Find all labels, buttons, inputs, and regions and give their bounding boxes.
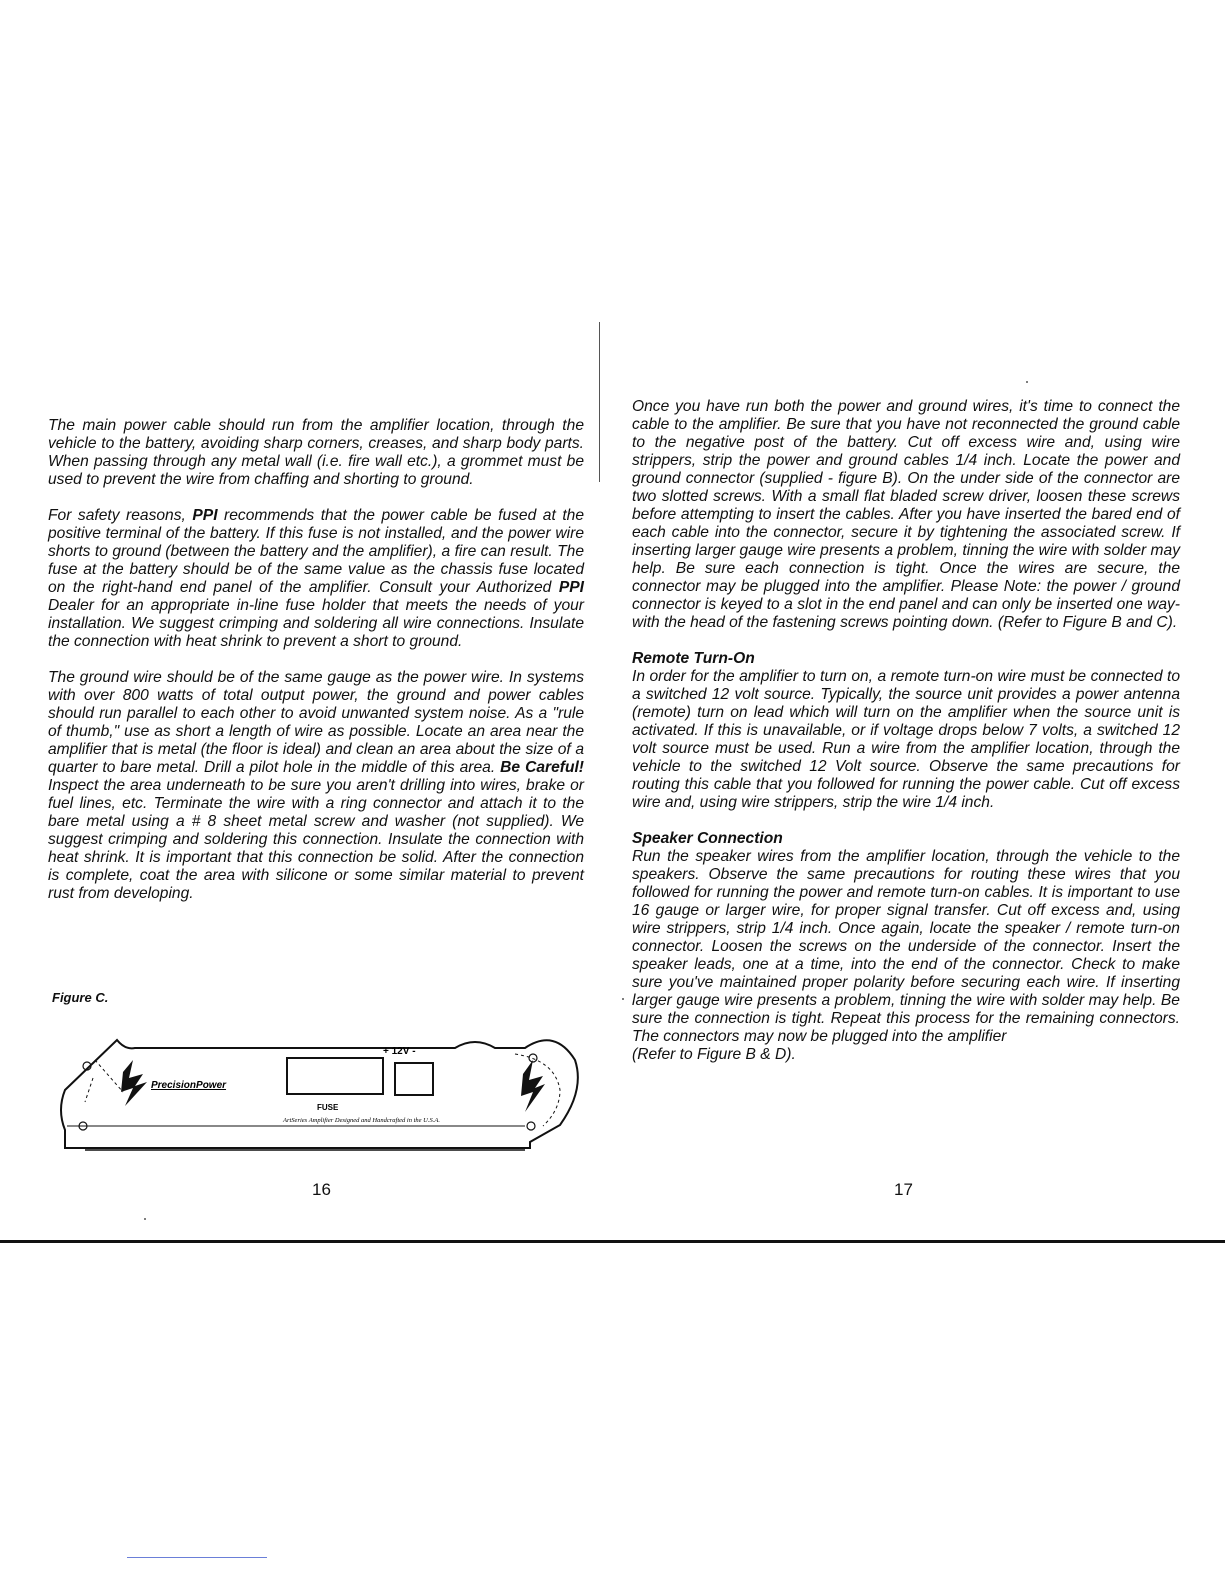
- brand-ppi: PPI: [558, 579, 584, 596]
- speaker-figure-ref: (Refer to Figure B & D).: [632, 1046, 796, 1063]
- lightning-bolt-icon: [521, 1060, 545, 1112]
- page-number-right: 17: [894, 1180, 913, 1199]
- heading-remote-turn-on: Remote Turn-On: [632, 650, 755, 667]
- right-page: [612, 0, 1225, 1585]
- text-run: recommends that the power cable be fused at the positive terminal of the battery. If this fuse is not installed, and the power wire shorts to ground (between the battery and the amplifier), a fire can result. The fuse at the battery should be of the same value as the chassis fuse located on the right-hand end panel of the amplifier. Consult your Authorized: [48, 507, 584, 596]
- left-page: [0, 0, 612, 1585]
- scan-speck: [144, 1218, 146, 1220]
- paragraph-power-cable: The main power cable should run from the amplifier location, through the vehicle to the battery, avoiding sharp corners, creases, and sharp body parts. When passing through any metal wall (i.e. fire wall etc.), a grommet must be used to prevent the wire from chaffing and shorting to ground.: [48, 417, 584, 488]
- screw-hole-right-bottom: [527, 1122, 535, 1130]
- bottom-rule: [0, 1240, 1225, 1243]
- right-text-column: [632, 398, 1180, 1064]
- page-number-left: 16: [312, 1180, 331, 1199]
- heading-speaker-connection: Speaker Connection: [632, 830, 783, 847]
- left-text-column: [48, 417, 584, 921]
- text-run: For safety reasons,: [48, 507, 193, 524]
- figure-footer-text: ArtSeries Amplifier Designed and Handcrafted in the U.S.A.: [283, 1117, 440, 1124]
- fuse-label: FUSE: [317, 1103, 339, 1112]
- power-terminal-box: [395, 1063, 433, 1095]
- voltage-label: + 12V -: [383, 1046, 416, 1057]
- figure-brand-text: PrecisionPower: [151, 1080, 227, 1091]
- scan-speck: [622, 998, 624, 1000]
- text-run: The ground wire should be of the same gauge as the power wire. In systems with over 800 watts of total output power, the ground and power cables should run parallel to each other to avoid unwanted system noise. As a "rule of thumb," use as short a length of wire as possible. Locate an area near the amplifier that is metal (the floor is ideal) and clean an area about the size of a quarter to bare metal. Drill a pilot hole in the middle of this area.: [48, 669, 584, 776]
- fuse-box: [287, 1058, 383, 1094]
- figure-label: Figure C.: [52, 990, 109, 1005]
- paragraph-ground-wire: [48, 669, 584, 903]
- text-run: Dealer for an appropriate in-line fuse holder that meets the needs of your installation. We suggest crimping and soldering all wire connections. Insulate the connection with heat shrink to prevent a short to ground.: [48, 597, 584, 650]
- paragraph-connect-cable: Once you have run both the power and ground wires, it's time to connect the cable to the amplifier. Be sure that you have not reconnected the ground cable to the negative post of the battery. Cut off excess wire and, using wire strippers, strip the power and ground cables 1/4 inch. Locate the power and ground connector (supplied - figure B). On the under side of the connector are two slotted screws. With a small flat bladed screw driver, loosen these screws before attempting to insert the cables. After you have inserted the bared end of each cable into the connector, secure it by tightening the associated screw. If inserting larger gauge wire presents a problem, tinning the wire with solder may help. Be sure each connection is tight. Once the wires are secure, the connector may be plugged into the amplifier. Please Note: the power / ground connector is keyed to a slot in the end panel and can only be inserted one way- with the head of the fastening screws pointing down. (Refer to Figure B and C).: [632, 398, 1180, 631]
- paragraph-remote-turn-on: In order for the amplifier to turn on, a remote turn-on wire must be connected to a switched 12 volt source. Typically, the source unit provides a power antenna (remote) turn on lead which will turn on the amplifier when the source unit is activated. If this is unavailable, or if voltage drops below 7 volts, a switched 12 volt source must be used. Run a wire from the amplifier location, through the vehicle to the switched 12 Volt source. Observe the same precautions for routing this cable that you followed for running the power cable. Cut off excess wire and, using wire strippers, strip the wire 1/4 inch.: [632, 668, 1180, 811]
- figure-c-amplifier-panel: [55, 1030, 590, 1155]
- paragraph-speaker-connection: Run the speaker wires from the amplifier location, through the vehicle to the speakers. Observe the same precautions for routing these wires that you followed for running the power and remote turn-on cables. It is important to use 16 gauge or larger wire, for proper signal transfer. Cut off excess and, using wire strippers, strip 1/4 inch. Once again, locate the speaker / remote turn-on connector. Loosen the screws on the underside of the connector. Insert the speaker leads, one at a time, into the end of the connector. Check to make sure you've maintained proper polarity before securing each wire. If inserting larger gauge wire presents a problem, tinning the wire with solder may help. Be sure the connection is tight. Repeat this process for the remaining connectors. The connectors may now be plugged into the amplifier: [632, 848, 1180, 1045]
- text-run: Inspect the area underneath to be sure you aren't drilling into wires, brake or fuel lines, etc. Terminate the wire with a ring connector and attach it to the bare metal using a # 8 sheet metal screw and washer (not supplied). We suggest crimping and soldering this connection. Insulate the connection with heat shrink. It is important that this connection be solid. After the connection is complete, coat the area with silicone or some similar material to prevent rust from developing.: [48, 777, 584, 902]
- link-underline: [127, 1557, 267, 1558]
- paragraph-fuse-safety: [48, 507, 584, 651]
- lightning-bolt-icon: [121, 1060, 147, 1106]
- brand-ppi: PPI: [192, 507, 218, 524]
- screw-hole-right-top: [529, 1054, 537, 1062]
- caution-text: Be Careful!: [500, 759, 585, 776]
- scan-speck: [1026, 381, 1028, 383]
